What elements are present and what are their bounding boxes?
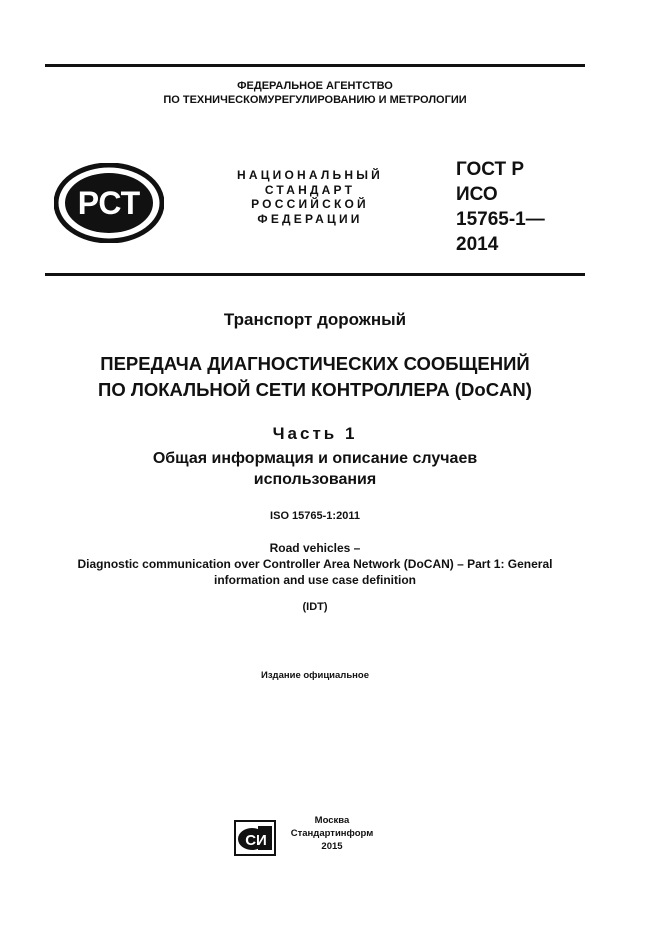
- designation-line-4: 2014: [456, 234, 499, 255]
- national-standard-label: [210, 168, 410, 226]
- publisher-city: Москва: [314, 815, 350, 826]
- emblem-letters: РСТ: [77, 185, 141, 221]
- middle-divider: [45, 273, 585, 276]
- national-line-1: НАЦИОНАЛЬНЫЙ: [236, 168, 384, 182]
- equivalence-mark: (IDT): [302, 601, 328, 613]
- national-line-3: РОССИЙСКОЙ: [251, 197, 369, 211]
- standard-designation: [456, 157, 545, 257]
- designation-line-3: 15765-1—: [456, 209, 545, 230]
- english-title-line-2: Diagnostic communication over Controller Area Network (DoCAN) – Part 1: General: [77, 557, 553, 571]
- part-number: Часть 1: [272, 424, 358, 443]
- edition-label: Издание официальное: [261, 670, 369, 681]
- publisher-block: [282, 814, 382, 853]
- english-title-line-3: information and use case definition: [213, 573, 417, 587]
- rst-mark-icon: [54, 163, 164, 243]
- top-divider: [45, 64, 585, 67]
- english-title: [0, 540, 630, 588]
- designation-line-1: ГОСТ Р: [456, 159, 525, 180]
- publisher-year: 2015: [321, 841, 343, 852]
- part-subtitle-line-1: Общая информация и описание случаев: [152, 450, 478, 467]
- agency-line-2: ПО ТЕХНИЧЕСКОМУРЕГУЛИРОВАНИЮ И МЕТРОЛОГИИ: [163, 94, 467, 106]
- main-title: [0, 351, 630, 403]
- agency-line-1: ФЕДЕРАЛЬНОЕ АГЕНТСТВО: [237, 80, 393, 92]
- part-subtitle: [0, 448, 630, 490]
- iso-reference: ISO 15765-1:2011: [270, 510, 360, 522]
- standartinform-logo-icon: [234, 820, 276, 856]
- part-subtitle-line-2: использования: [253, 471, 377, 488]
- publisher-logo-letters: СИ: [245, 832, 267, 849]
- national-line-4: ФЕДЕРАЦИИ: [257, 211, 363, 226]
- publisher-name: Стандартинформ: [290, 828, 374, 839]
- main-title-line-1: ПЕРЕДАЧА ДИАГНОСТИЧЕСКИХ СООБЩЕНИЙ: [100, 353, 530, 374]
- agency-header: [0, 79, 630, 107]
- designation-line-2: ИСО: [456, 184, 498, 205]
- main-title-line-2: ПО ЛОКАЛЬНОЙ СЕТИ КОНТРОЛЛЕРА (DoCAN): [98, 379, 532, 400]
- national-line-2: СТАНДАРТ: [264, 182, 356, 197]
- english-title-line-1: Road vehicles –: [269, 541, 361, 555]
- document-category: Транспорт дорожный: [223, 310, 407, 329]
